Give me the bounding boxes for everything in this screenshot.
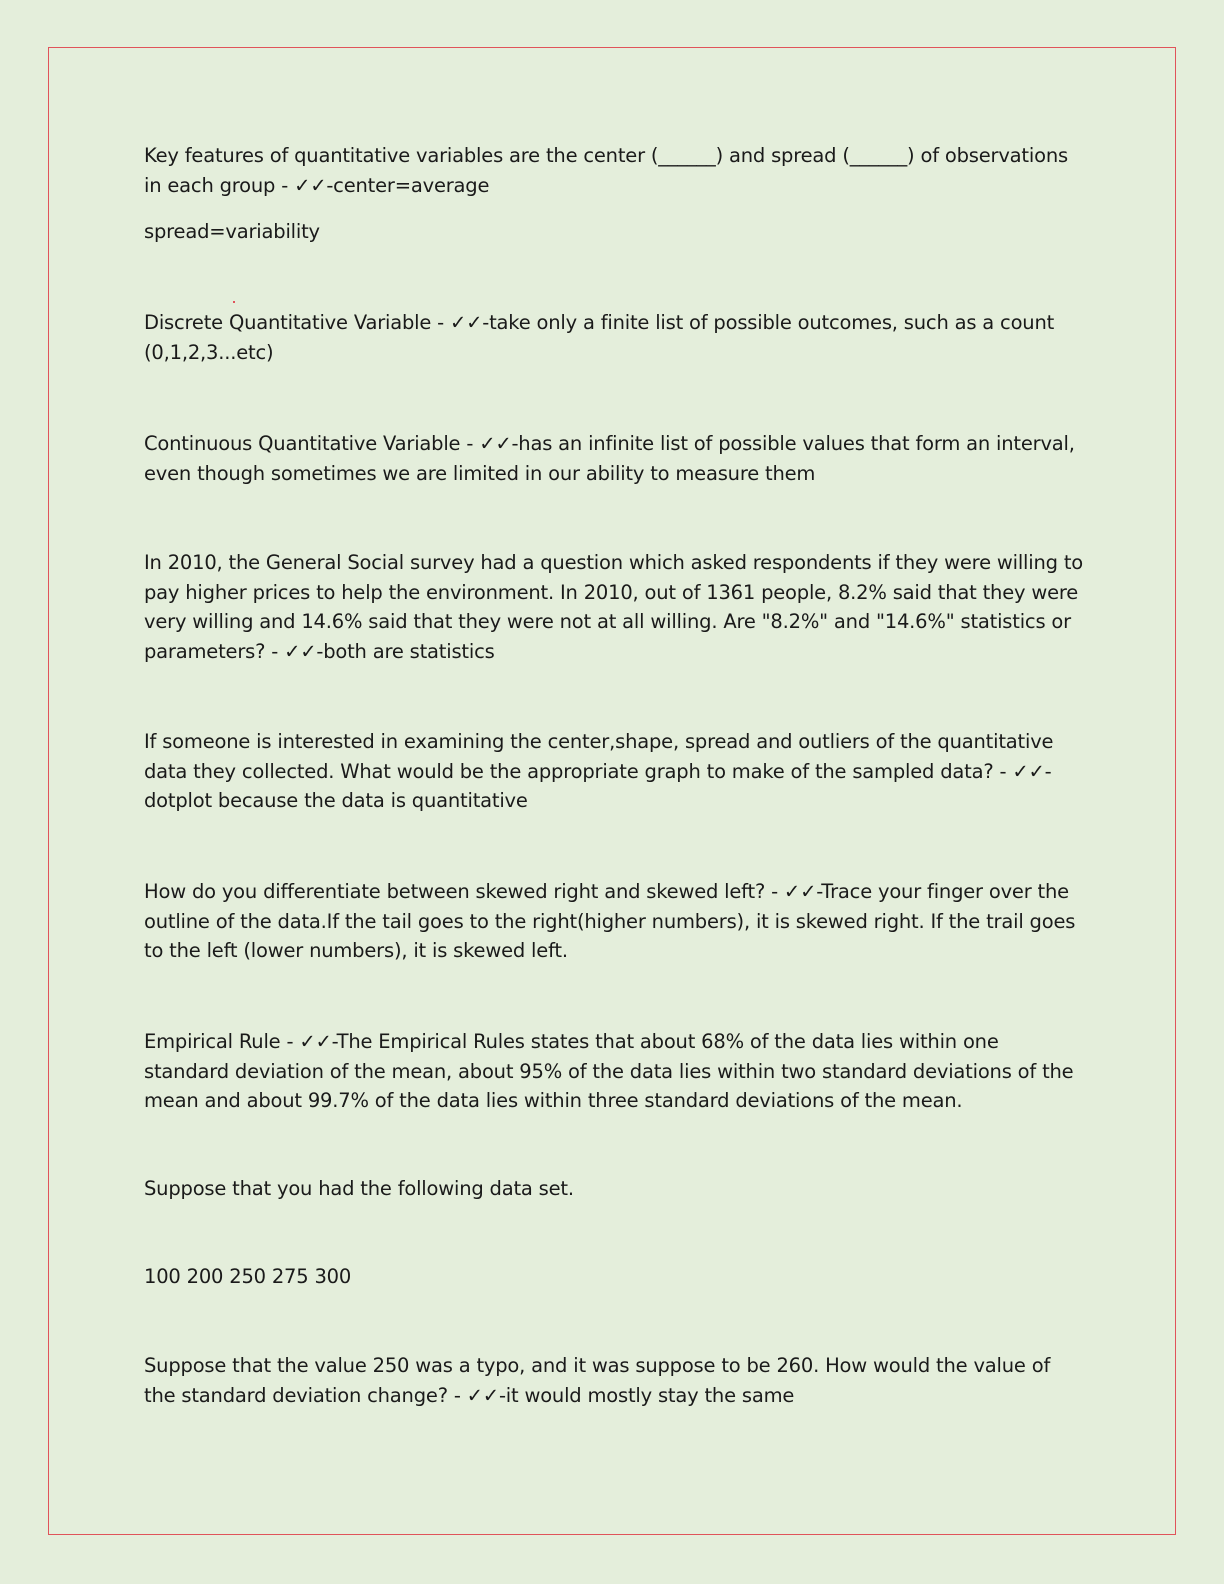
paragraph-spread-variability: spread=variability — [144, 220, 320, 243]
paragraph-empirical-rule: Empirical Rule - ✓✓-The Empirical Rules states that about 68% of the data lies within one standard deviation of the mean, about 95% of the data lies within two standard deviations of the mean and about 99.7% of the data lies within three standard deviations of the mean. — [144, 1030, 1080, 1112]
paragraph-standard-deviation: Suppose that the value 250 was a typo, and it was suppose to be 260. How would the value of the standard deviation change? - ✓✓-it would mostly stay the same — [144, 1354, 1057, 1407]
paragraph-continuous-variable: Continuous Quantitative Variable - ✓✓-has an infinite list of possible values that form an interval, even though sometimes we are limited in our ability to measure them — [144, 432, 1081, 485]
paragraph-data-set-intro: Suppose that you had the following data set. — [144, 1177, 574, 1200]
paragraph-discrete-variable: Discrete Quantitative Variable - ✓✓-take only a finite list of possible outcomes, such as a count (0,1,2,3...etc) — [144, 311, 1061, 364]
paragraph-center-spread: Key features of quantitative variables are the center (______) and spread (______) of observations in each group - ✓✓-center=average — [144, 144, 1074, 197]
paragraph-appropriate-graph: If someone is interested in examining the center,shape, spread and outliers of the quantitative data they collected. What would be the appropriate graph to make of the sampled data? - ✓✓-dotplot because the data is quantitative — [144, 730, 1060, 812]
stray-mark — [233, 301, 235, 303]
paragraph-skewed: How do you differentiate between skewed right and skewed left? - ✓✓-Trace your finger over the outline of the data.If the tail goes to the right(higher numbers), it is skewed right. If the trail goes to the left (lower numbers), it is skewed left. — [144, 880, 1082, 962]
paragraph-social-survey: In 2010, the General Social survey had a question which asked respondents if they were willing to pay higher prices to help the environment. In 2010, out of 1361 people, 8.2% said that they were very willing and 14.6% said that they were not at all willing. Are "8.2%" and "14.6%" statistics or parameters? - ✓✓-both are statistics — [144, 551, 1089, 663]
paragraph-data-values: 100 200 250 275 300 — [144, 1265, 352, 1288]
